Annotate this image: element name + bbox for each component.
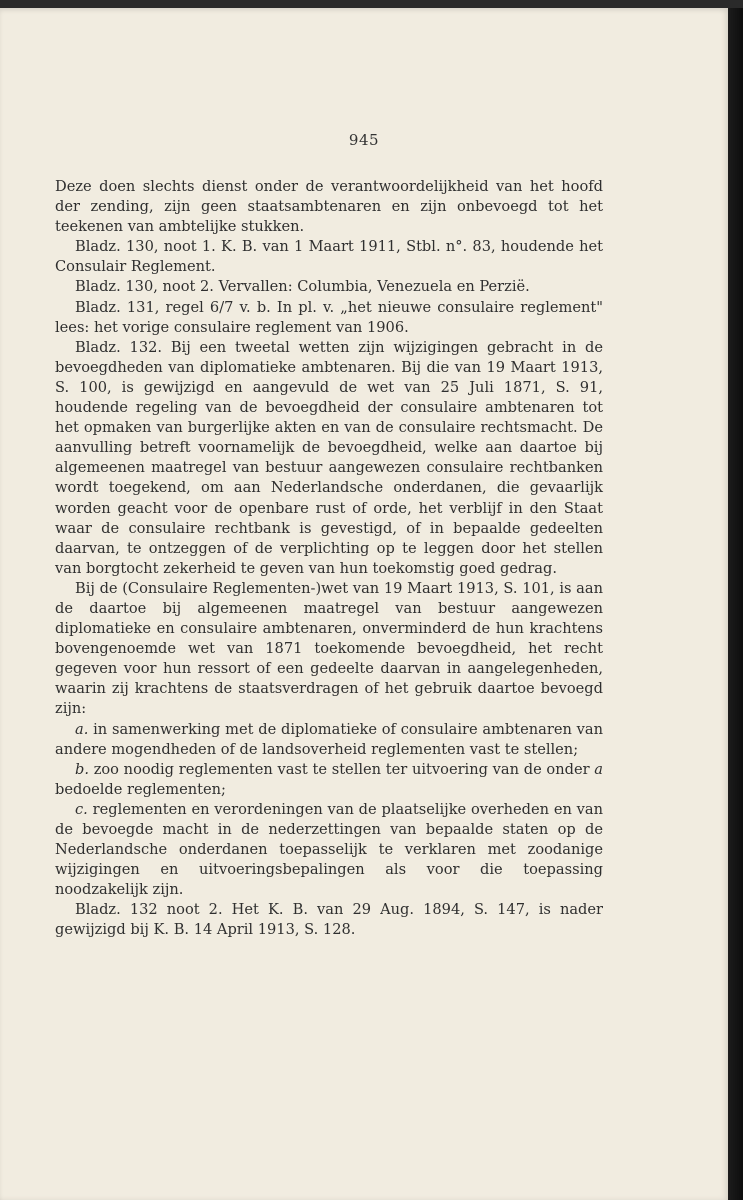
paragraph-4: Bladz. 131, regel 6/7 v. b. In pl. v. „het nieuwe consulaire reglement" lees: het vorige consulaire reglement van 1906. [55,298,603,336]
page-text [55,177,603,941]
paragraph-6: Bij de (Consulaire Reglementen-)wet van 19 Maart 1913, S. 101, is aan de daartoe bij algemeenen maatregel van bestuur aangewezen diplomatieke en consulaire ambtenaren, onverminderd de hun krachtens bovengenoemde wet van 1871 toekomende bevoegdheid, het recht gegeven voor hun ressort of een gedeelte daarvan in aangelegenheden, waarin zij krachtens de staatsverdragen of het gebruik daartoe bevoegd zijn: [55,579,603,718]
page-edge-shadow [728,8,743,1200]
paragraph-5: Bladz. 132. Bij een tweetal wetten zijn wijzigingen gebracht in de bevoegdheden van diplomatieke ambtenaren. Bij die van 19 Maart 1913, S. 100, is gewijzigd en aangevuld de wet van 25 Juli 1871, S. 91, houdende regeling van de bevoegdheid der consulaire ambtenaren tot het opmaken van burgerlijke akten en van de consulaire rechtsmacht. De aanvulling betreft voornamelijk de bevoegdheid, welke aan daartoe bij algemeenen maatregel van bestuur aangewezen consulaire rechtbanken wordt toegekend, om aan Nederlandsche onderdanen, die gevaarlijk worden geacht voor de openbare rust of orde, het verblijf in den Staat waar de consulaire rechtbank is gevestigd, of in bepaalde gedeelten daarvan, te ontzeggen of de verplichting op te leggen door het stellen van borgtocht zekerheid te geven van hun toekomstig goed gedrag. [55,338,603,577]
page-number: 945 [348,131,380,149]
list-item-b [55,760,603,800]
paragraph-3: Bladz. 130, noot 2. Vervallen: Columbia, Venezuela en Perzië. [75,278,530,296]
list-item-text: reglementen en verordeningen van de plaatselijke overheden en van de bevoegde macht in de nederzettingen van bepaalde staten op de Nederlandsche onderdanen toepasselijk te verklaren met zoodanige wijzigingen en uitvoeringsbepalingen als voor die toepassing noodzakelijk zijn. [55,800,604,899]
book-page [0,8,728,1200]
list-item-letter: a. [75,720,89,738]
list-item-c [55,800,603,900]
list-item-inline-letter: a [594,760,603,778]
list-item-text: zoo noodig reglementen vast te stellen ter uitvoering van de onder [93,760,590,778]
list-item-letter: c. [75,800,88,818]
list-item-a [55,720,603,760]
closing-paragraph: Bladz. 132 noot 2. Het K. B. van 29 Aug. 1894, S. 147, is nader gewijzigd bij K. B. 14 April 1913, S. 128. [55,901,603,939]
list-item-text: in samenwerking met de diplomatieke of consulaire ambtenaren van andere mogendheden of de landsoverheid reglementen vast te stellen; [55,720,603,758]
list-item-letter: b. [75,760,89,778]
paragraph-2: Bladz. 130, noot 1. K. B. van 1 Maart 1911, Stbl. n°. 83, houdende het Consulair Reglement. [55,238,603,276]
list-item-text-after: bedoelde reglementen; [55,780,226,798]
paragraph-1: Deze doen slechts dienst onder de verantwoordelijkheid van het hoofd der zending, zijn geen staatsambtenaren en zijn onbevoegd tot het teekenen van ambtelijke stukken. [55,178,603,236]
